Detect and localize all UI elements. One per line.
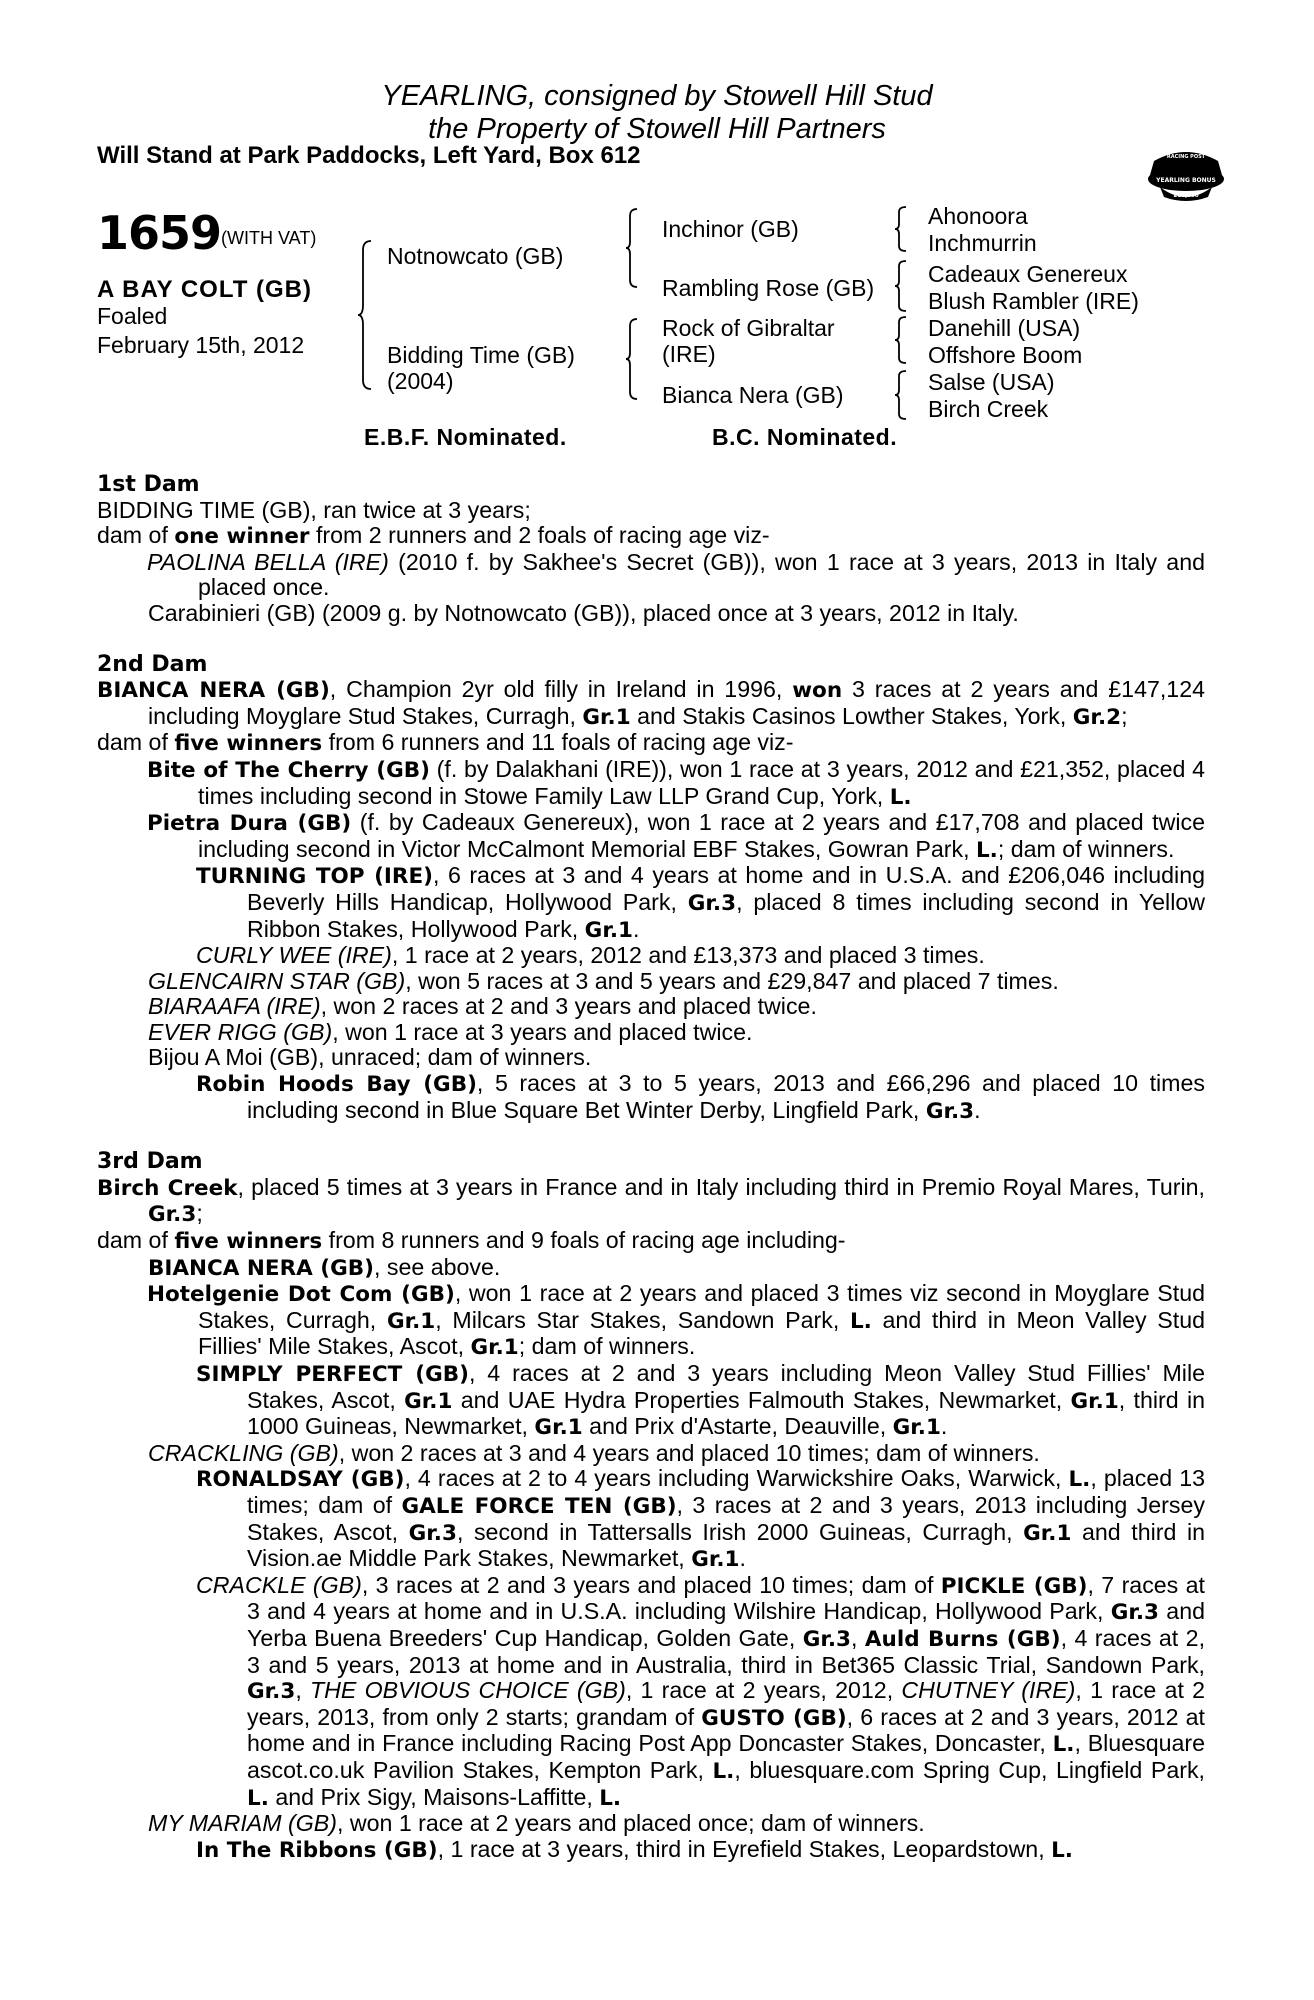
produce-entry: Bite of The Cherry (GB) (f. by Dalakhani (IRE)), won 1 race at 3 years, 2012 and £21,352, placed 4 times including second in Stowe Family Law LLP Grand Cup, York, L. [147, 755, 1206, 810]
first-dam-paragraph: BIDDING TIME (GB), ran twice at 3 years; [97, 496, 531, 523]
foaled-label: Foaled [97, 303, 168, 329]
pedigree-brace-ss [895, 206, 907, 252]
sds-name: Cadeaux Genereux [928, 261, 1128, 287]
yearling-consignor-line: YEARLING, consigned by Stowell Hill Stud [381, 80, 933, 112]
pedigree-brace-dd [895, 370, 907, 420]
produce-entry: Pietra Dura (GB) (f. by Cadeaux Genereux), won 1 race at 2 years and £17,708 and placed twice including second in Victor McCalmont Memorial EBF Stakes, Gowran Park, L.; dam of winners. [147, 809, 1205, 863]
produce-entry: SIMPLY PERFECT (GB), 4 races at 2 and 3 years including Meon Valley Stud Fillies' Mile Stakes, Ascot, Gr.1 and UAE Hydra Properties Falmouth Stakes, Newmarket, Gr.1, third in 1000 Guineas, Newmarket, Gr.1 and Prix d'Astarte, Deauville, Gr.1. [196, 1360, 1205, 1441]
yearling-bonus-badge-icon [1146, 145, 1226, 203]
badge-mid-text: YEARLING BONUS [1156, 177, 1216, 184]
second-dam-summary: dam of five winners from 6 runners and 11 foals of racing age viz- [97, 729, 794, 757]
third-dam-summary: dam of five winners from 8 runners and 9 foals of racing age including- [97, 1227, 846, 1255]
produce-entry: CRACKLE (GB), 3 races at 2 and 3 years and placed 10 times; dam of PICKLE (GB), 7 races at 3 and 4 years at home and in U.S.A. including Wilshire Handicap, Hollywood Park, Gr.3 and Yerba Buena Breeders' Cup Handicap, Golden Gate, Gr.3, Auld Burns (GB), 4 races at 2, 3 and 5 years, 2013 at home and in Australia, third in Bet365 Classic Trial, Sandown Park, Gr.3, THE OBVIOUS CHOICE (GB), 1 race at 2 years, 2012, CHUTNEY (IRE), 1 race at 2 years, 2013, from only 2 starts; grandam of GUSTO (GB), 6 races at 2 and 3 years, 2012 at home and in France including Racing Post App Doncaster Stakes, Doncaster, L., Bluesquare ascot.co.uk Pavilion Stakes, Kempton Park, L., bluesquare.com Spring Cup, Lingfield Park, L. and Prix Sigy, Maisons-Laffitte, L. [196, 1571, 1206, 1811]
badge-top-text: RACING POST [1166, 154, 1206, 160]
dam-dam-name: Bianca Nera (GB) [662, 382, 844, 408]
badge-amount-text: £10,000 [1173, 193, 1199, 199]
dds-name: Salse (USA) [928, 369, 1055, 395]
produce-entry: PAOLINA BELLA (IRE) (2010 f. by Sakhee's Secret (GB)), won 1 race at 3 years, 2013 in Italy and placed once. [147, 548, 1205, 601]
lot-number: 1659 [97, 206, 222, 260]
pedigree-brace-gen1 [358, 240, 372, 390]
produce-entry: MY MARIAM (GB), won 1 race at 2 years and placed once; dam of winners. [148, 1810, 925, 1837]
foaled-date: February 15th, 2012 [97, 332, 305, 358]
first-dam-heading: 1st Dam [97, 472, 200, 497]
produce-entry: CRACKLING (GB), won 2 races at 3 and 4 years and placed 10 times; dam of winners. [148, 1439, 1040, 1466]
produce-entry: CURLY WEE (IRE), 1 race at 2 years, 2012 and £13,373 and placed 3 times. [196, 942, 985, 969]
owner-line: the Property of Stowell Hill Partners [428, 113, 886, 145]
foaled-info [97, 302, 304, 360]
produce-entry: EVER RIGG (GB), won 1 race at 3 years and placed twice. [148, 1018, 753, 1045]
pedigree-brace-ds [895, 316, 907, 364]
produce-entry: Hotelgenie Dot Com (GB), won 1 race at 2 years and placed 3 times viz second in Moyglare Stud Stakes, Curragh, Gr.1, Milcars Star Stakes, Sandown Park, L. and third in Meon Valley Stud Fillies' Mile Stakes, Ascot, Gr.1; dam of winners. [147, 1280, 1205, 1361]
produce-entry: BIANCA NERA (GB), see above. [148, 1253, 501, 1281]
dam-name-line1: Bidding Time (GB) [387, 342, 575, 368]
bc-nominated: B.C. Nominated. [712, 424, 898, 450]
vat-note: (WITH VAT) [221, 228, 317, 248]
horse-description: A BAY COLT (GB) [97, 276, 313, 303]
produce-entry: RONALDSAY (GB), 4 races at 2 to 4 years including Warwickshire Oaks, Warwick, L., placed 13 times; dam of GALE FORCE TEN (GB), 3 races at 2 and 3 years, 2013 including Jersey Stakes, Ascot, Gr.3, second in Tattersalls Irish 2000 Guineas, Curragh, Gr.1 and third in Vision.ae Middle Park Stakes, Newmarket, Gr.1. [196, 1465, 1206, 1573]
ddd-name: Birch Creek [928, 396, 1049, 422]
produce-entry: Bijou A Moi (GB), unraced; dam of winners. [148, 1044, 592, 1071]
produce-entry: GLENCAIRN STAR (GB), won 5 races at 3 and 5 years and £29,847 and placed 7 times. [148, 967, 1059, 994]
sdd-name: Blush Rambler (IRE) [928, 288, 1139, 314]
produce-entry: TURNING TOP (IRE), 6 races at 3 and 4 years at home and in U.S.A. and £206,046 including Beverly Hills Handicap, Hollywood Park, Gr.3, placed 8 times including second in Yellow Ribbon Stakes, Hollywood Park, Gr.1. [196, 862, 1206, 943]
produce-record [97, 472, 1205, 1863]
third-dam-heading: 3rd Dam [97, 1149, 203, 1175]
produce-entry: Carabinieri (GB) (2009 g. by Notnowcato (GB)), placed once at 3 years, 2012 in Italy. [148, 599, 1019, 626]
ssd-name: Inchmurrin [928, 230, 1037, 256]
pedigree-brace-dam [626, 318, 638, 400]
produce-entry: In The Ribbons (GB), 1 race at 3 years, third in Eyrefield Stakes, Leopardstown, L. [196, 1835, 1073, 1863]
first-dam-summary: dam of one winner from 2 runners and 2 foals of racing age viz- [97, 522, 770, 550]
pedigree-brace-sd [895, 260, 907, 312]
produce-entry: Robin Hoods Bay (GB), 5 races at 3 to 5 years, 2013 and £66,296 and placed 10 times including second in Blue Square Bet Winter Derby, Lingfield Park, Gr.3. [196, 1070, 1205, 1124]
second-dam-paragraph: BIANCA NERA (GB), Champion 2yr old filly in Ireland in 1996, won 3 races at 2 years and £147,124 including Moyglare Stud Stakes, Curragh, Gr.1 and Stakis Casinos Lowther Stakes, York, Gr.2; [97, 676, 1205, 730]
sss-name: Ahonoora [928, 203, 1028, 229]
sire-sire-name: Inchinor (GB) [662, 216, 799, 242]
dam-name-line2: (2004) [387, 368, 454, 394]
pedigree-brace-sire [626, 208, 638, 288]
second-dam-heading: 2nd Dam [97, 651, 208, 677]
sire-dam-name: Rambling Rose (GB) [662, 275, 875, 301]
dam-sire-line1: Rock of Gibraltar [662, 315, 835, 341]
third-dam-paragraph: Birch Creek, placed 5 times at 3 years in France and in Italy including third in Premio Royal Mares, Turin, Gr.3; [97, 1173, 1205, 1228]
dss-name: Danehill (USA) [928, 315, 1081, 341]
sire-name: Notnowcato (GB) [387, 243, 564, 269]
produce-entry: BIARAAFA (IRE), won 2 races at 2 and 3 years and placed twice. [148, 993, 817, 1020]
ebf-nominated: E.B.F. Nominated. [364, 424, 567, 450]
stand-location: Will Stand at Park Paddocks, Left Yard, Box 612 [97, 142, 641, 169]
dam-sire-line2: (IRE) [662, 341, 716, 367]
dsd-name: Offshore Boom [928, 342, 1083, 368]
